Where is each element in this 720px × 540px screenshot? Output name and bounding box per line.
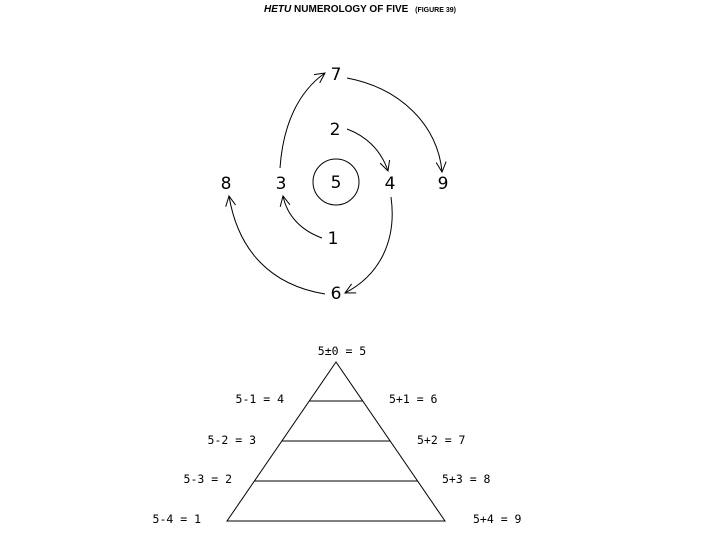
pyramid-left-label-3: 5-3 = 2 bbox=[183, 472, 232, 486]
pyramid-left-label-4: 5-4 = 1 bbox=[152, 512, 201, 526]
pyramid-left-label-2: 5-2 = 3 bbox=[207, 433, 256, 447]
number-9: 9 bbox=[437, 174, 449, 194]
number-3: 3 bbox=[275, 174, 287, 194]
number-8: 8 bbox=[220, 174, 232, 194]
arrow-1-to-3 bbox=[283, 196, 322, 238]
pyramid-left-label-1: 5-1 = 4 bbox=[235, 392, 284, 406]
pyramid-right-label-2: 5+2 = 7 bbox=[417, 433, 466, 447]
arrow-7-to-9 bbox=[347, 78, 442, 172]
title-main: NUMEROLOGY OF FIVE bbox=[294, 4, 409, 15]
pyramid-top-label: 5±0 = 5 bbox=[317, 344, 367, 358]
number-7: 7 bbox=[330, 65, 342, 85]
title-figure-ref: (FIGURE 39) bbox=[415, 7, 456, 14]
title-hetu: HETU bbox=[264, 4, 292, 15]
number-4: 4 bbox=[384, 174, 396, 194]
arrow-4-to-6 bbox=[345, 197, 392, 293]
arrow-6-to-8 bbox=[229, 196, 325, 294]
number-1: 1 bbox=[327, 229, 339, 249]
number-5: 5 bbox=[330, 173, 342, 193]
pyramid-right-label-3: 5+3 = 8 bbox=[442, 472, 491, 486]
arrow-3-to-7 bbox=[280, 73, 325, 168]
number-6: 6 bbox=[330, 284, 342, 304]
number-2: 2 bbox=[329, 120, 341, 140]
pyramid-right-label-4: 5+4 = 9 bbox=[473, 512, 522, 526]
arrow-2-to-4 bbox=[347, 129, 388, 171]
pyramid-right-label-1: 5+1 = 6 bbox=[389, 392, 438, 406]
